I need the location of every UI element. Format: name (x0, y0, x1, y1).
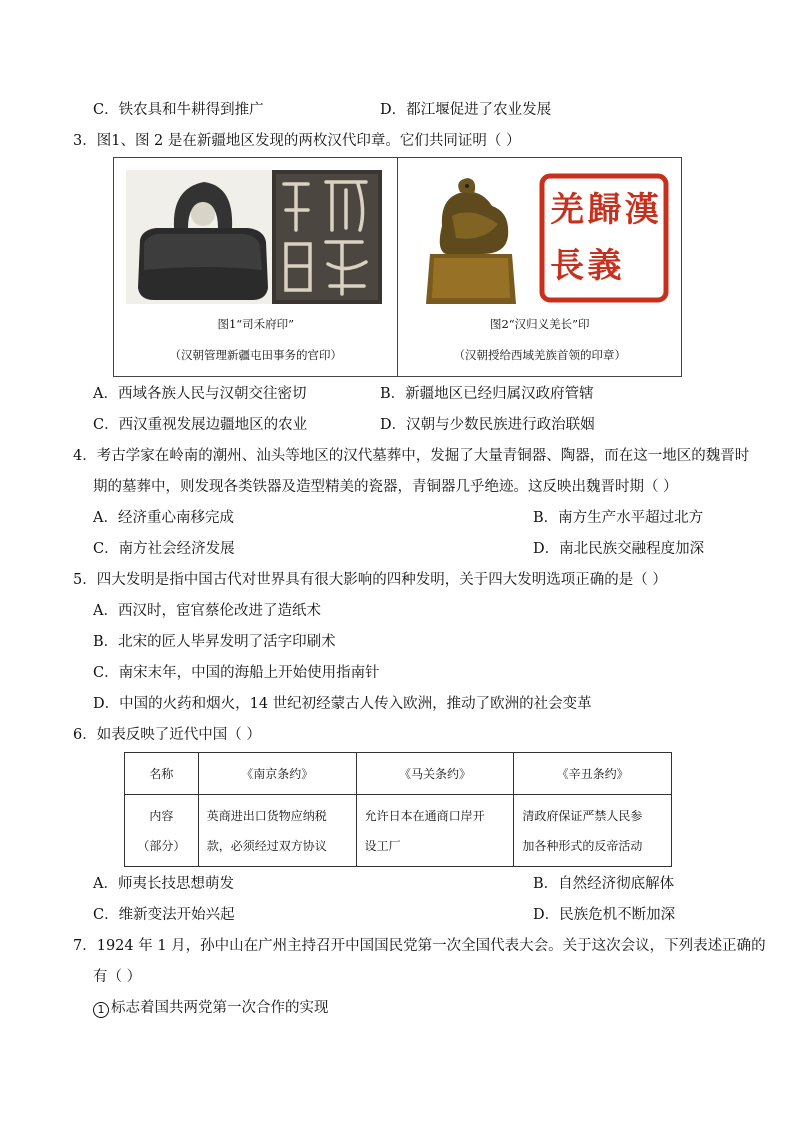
q7-item-1 (93, 998, 329, 1018)
circled-number-1: 1 (93, 1002, 109, 1018)
q3-stem: 3．图1、图 2 是在新疆地区发现的两枚汉代印章。它们共同证明（ ） (73, 133, 521, 149)
q6-option-b: B．自然经济彻底解体 (533, 876, 675, 892)
q7-stem-line1: 7．1924 年 1 月，孙中山在广州主持召开中国国民党第一次全国代表大会。关于这次会议，下列表述正确的 (73, 938, 766, 954)
figure-1-note: （汉朝管理新疆屯田事务的官印） (169, 348, 342, 362)
q3-figure-table (113, 157, 682, 377)
figure-1-cell (114, 158, 397, 376)
q5-option-a: A．西汉时，宦官蔡伦改进了造纸术 (93, 603, 321, 619)
treaty-header-name: 名称 (125, 753, 199, 795)
cell-line: 允许日本在通商口岸开 (364, 808, 485, 823)
figure-2-caption: 图2“汉归义羌长”印 (489, 317, 590, 331)
q7-item-1-text: 标志着国共两党第一次合作的实现 (111, 1000, 329, 1016)
seal-2-char: 歸 (587, 190, 622, 230)
q3-option-b: B．新疆地区已经归属汉政府管辖 (380, 386, 594, 402)
q4-option-b: B．南方生产水平超过北方 (533, 510, 704, 526)
q5-option-c: C．南宋末年，中国的海船上开始使用指南针 (93, 665, 380, 681)
seal-2-photo (412, 166, 532, 308)
figure-1-caption: 图1“司禾府印” (217, 317, 295, 331)
row-label-line1: 内容 (149, 808, 174, 823)
cell-line: 英商进出口货物应纳税 (206, 808, 327, 823)
seal-1-photo (126, 170, 382, 304)
seal-2-char: 長 (550, 246, 585, 286)
q3-option-d: D．汉朝与少数民族进行政治联姻 (380, 417, 595, 433)
q6-option-d: D．民族危机不断加深 (533, 907, 676, 923)
q3-option-a: A．西域各族人民与汉朝交往密切 (93, 386, 307, 402)
q2-option-c: C．铁农具和牛耕得到推广 (93, 102, 264, 118)
treaty-header-xinchou: 《辛丑条约》 (514, 753, 672, 795)
treaty-header-nanjing: 《南京条约》 (198, 753, 356, 795)
q4-option-a: A．经济重心南移完成 (93, 510, 234, 526)
q5-stem: 5．四大发明是指中国古代对世界具有很大影响的四种发明，关于四大发明选项正确的是（ ） (73, 572, 667, 588)
treaty-cell-xinchou (514, 795, 672, 867)
seal-2-char: 羌 (550, 190, 585, 230)
treaty-table (124, 752, 672, 867)
seal-2-impression (538, 172, 670, 304)
q6-stem: 6．如表反映了近代中国（ ） (73, 727, 261, 743)
treaty-header-maguan: 《马关条约》 (356, 753, 514, 795)
q6-option-c: C．维新变法开始兴起 (93, 907, 235, 923)
figure-2-cell (398, 158, 681, 376)
cell-line: 设工厂 (364, 838, 401, 853)
q7-stem-line2: 有（ ） (93, 969, 142, 985)
cell-line: 款，必须经过双方协议 (206, 838, 327, 853)
q5-option-b: B．北宋的匠人毕昇发明了活字印刷术 (93, 634, 336, 650)
seal-2-char: 義 (587, 246, 622, 286)
figure-2-note: （汉朝授给西域羌族首领的印章） (453, 348, 626, 362)
q4-stem-line1: 4．考古学家在岭南的潮州、汕头等地区的汉代墓葬中，发掘了大量青铜器、陶器，而在这一地区的魏晋时 (73, 448, 750, 464)
treaty-row-label (125, 795, 199, 867)
q3-option-c: C．西汉重视发展边疆地区的农业 (93, 417, 308, 433)
q2-option-d: D．都江堰促进了农业发展 (380, 102, 552, 118)
treaty-cell-nanjing (198, 795, 356, 867)
seal-2-char: 漢 (624, 190, 659, 230)
cell-line: 清政府保证严禁人民参 (522, 808, 643, 823)
q4-option-d: D．南北民族交融程度加深 (533, 541, 705, 557)
treaty-cell-maguan (356, 795, 514, 867)
q4-option-c: C．南方社会经济发展 (93, 541, 235, 557)
cell-line: 加各种形式的反帝活动 (522, 838, 643, 853)
q6-option-a: A．师夷长技思想萌发 (93, 876, 234, 892)
q5-option-d: D．中国的火药和烟火，14 世纪初经蒙古人传入欧洲，推动了欧洲的社会变革 (93, 696, 592, 712)
row-label-line2: （部分） (137, 838, 186, 853)
q4-stem-line2: 期的墓葬中，则发现各类铁器及造型精美的瓷器，青铜器几乎绝迹。这反映出魏晋时期（ ） (93, 479, 678, 495)
